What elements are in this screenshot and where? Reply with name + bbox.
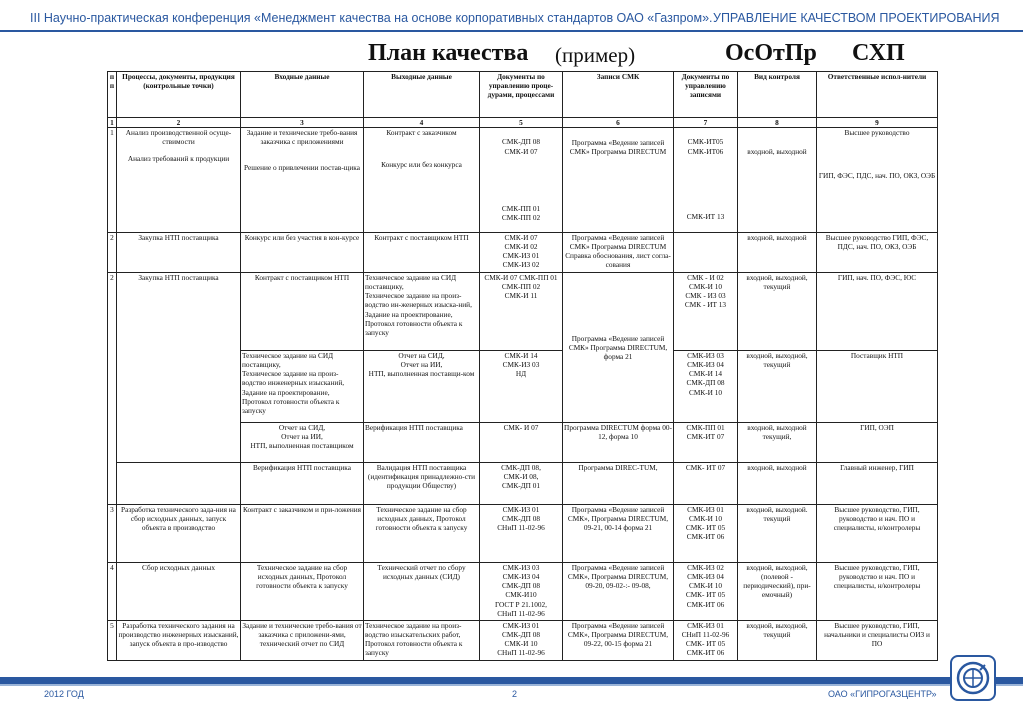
gazprom-logo-icon [952, 657, 994, 699]
docs-cell: СМК-ИЗ 01 СМК-ДП 08 СНиП 11-02-96 [480, 504, 563, 562]
header-resp: Ответственные испол-нители [817, 72, 938, 118]
rec-docs-cell: СМК-ИЗ 03 СМК-ИЗ 04 СМК-И 14 СМК-ДП 08 СМК-И 10 [674, 350, 738, 422]
input-cell: Контракт с заказчиком и при-ложения [241, 504, 364, 562]
table-row [108, 232, 938, 272]
resp-text: ГИП, ФЭС, ПДС, нач. ПО, ОКЗ, ОЭБ [818, 171, 936, 181]
process-cell: Разработка технического задания на производство инженерных изысканий, запуск объекта в про-изводство [117, 620, 241, 660]
control-cell: входной, выходной, текущий [738, 272, 817, 350]
input-cell: Задание и технические требо-вания от заказчика с приложени-ями, технический отчет по СИД [241, 620, 364, 660]
control-cell: входной, выходной, текущий [738, 620, 817, 660]
output-cell: Контракт с поставщиком НТП [364, 232, 480, 272]
resp-cell: Высшее руководство, ГИП, руководство и нач. ПО и специалисты, н/контролеры [817, 504, 938, 562]
table-row [108, 562, 938, 620]
row-number: 3 [108, 504, 117, 562]
output-cell: Верификация НТП поставщика [364, 422, 480, 462]
input-cell: Техническое задание на сбор исходных данных, Протокол готовности объекта к запуску [241, 562, 364, 620]
input-cell: Техническое задание на СИД поставщику, Техническое задание на произ-водство инженерных изысканий, Задание на проектирование, Протокол готовности объекта к запуску [241, 350, 364, 422]
footer-band [0, 677, 1023, 684]
top-bar [0, 0, 1023, 30]
col-num: 1 [108, 118, 117, 128]
row-number: 5 [108, 620, 117, 660]
records-text: Программа «Ведение записей СМК» Программа DIRECTUM [569, 138, 667, 157]
resp-cell: Поставщик НТП [817, 350, 938, 422]
docs-cell: СМК-ИЗ 03 СМК-ИЗ 04 СМК-ДП 08 СМК-И10 ГОСТ Р 21.1002, СНиП 11-02-96 [480, 562, 563, 620]
records-cell: Программа DIREC-TUM, [563, 462, 674, 504]
page-title: План качества [368, 40, 529, 66]
process-cell [117, 128, 241, 233]
row-number: 2 [108, 272, 117, 504]
control-cell: входной, выходной [738, 232, 817, 272]
docs-cell [480, 128, 563, 233]
row-number: 2 [108, 232, 117, 272]
col-num: 9 [817, 118, 938, 128]
header-rec-docs: Документы по управлению записями [674, 72, 738, 118]
table-header-row [108, 72, 938, 118]
docs-text: СМК-ПП 01 СМК-ПП 02 [501, 204, 541, 223]
docs-cell: СМК-И 07 СМК-И 02 СМК-ИЗ 01 СМК-ИЗ 02 [480, 232, 563, 272]
header-process: Процессы, документы, продукция (контрольные точки) [117, 72, 241, 118]
rec-docs-cell: СМК - И 02 СМК-И 10 СМК - ИЗ 03 СМК - ИТ 13 [674, 272, 738, 350]
page-subtitle: (пример) [555, 43, 636, 67]
col-num: 4 [364, 118, 480, 128]
docs-cell: СМК-ДП 08, СМК-И 08, СМК-ДП 01 [480, 462, 563, 504]
resp-cell: Высшее руководство, ГИП, руководство и нач. ПО и специалисты, н/контролеры [817, 562, 938, 620]
col-num: 2 [117, 118, 241, 128]
col-num: 8 [738, 118, 817, 128]
docs-cell: СМК-И 14 СМК-ИЗ 03 НД [480, 350, 563, 422]
resp-cell: ГИП, ОЭП [817, 422, 938, 462]
control-cell: входной, выходной. текущий [738, 504, 817, 562]
records-cell [563, 128, 674, 233]
row-number: 4 [108, 562, 117, 620]
rec-docs-cell [674, 128, 738, 233]
resp-text: Высшее руководство [844, 128, 910, 138]
header-control: Вид контроля [738, 72, 817, 118]
rec-docs-cell: СМК-ПП 01 СМК-ИТ 07 [674, 422, 738, 462]
rec-docs-cell: СМК-ИЗ 02 СМК-ИЗ 04 СМК-И 10 СМК- ИТ 05 СМК-ИТ 06 [674, 562, 738, 620]
output-text: Конкурс или без конкурса [381, 160, 462, 170]
col-num: 6 [563, 118, 674, 128]
col-num: 7 [674, 118, 738, 128]
department-code-2: СХП [852, 40, 905, 66]
docs-cell: СМК- И 07 [480, 422, 563, 462]
docs-text: СМК-ДП 08 СМК-И 07 [501, 137, 541, 156]
header-input: Входные данные [241, 72, 364, 118]
output-text: Контракт с заказчиком [386, 128, 457, 138]
header-divider [0, 30, 1023, 32]
rec-docs-cell [674, 232, 738, 272]
resp-cell: Высшее руководство ГИП, ФЭС, ПДС, нач. ПО, ОКЗ, ОЭБ [817, 232, 938, 272]
control-cell: входной, выходной, (полевой - периодический), при-емочный) [738, 562, 817, 620]
table-row [108, 620, 938, 660]
records-cell: Программа «Ведение записей СМК», Программа DIRECTUM, 09-20, 09-02-:- 09-08, [563, 562, 674, 620]
header-output: Выходные данные [364, 72, 480, 118]
conference-title: III Научно-практическая конференция «Менеджмент качества на основе корпоративных стандартов ОАО «Газпром». [30, 11, 713, 25]
col-num: 5 [480, 118, 563, 128]
process-text: Анализ требований к продукции [127, 153, 230, 163]
output-cell: Техническое задание на произ-водство изыскательских работ, Протокол готовности объекта к запуску [364, 620, 480, 660]
input-text: Решение о привлечении постав-щика [244, 162, 360, 172]
header-pp: пп [108, 72, 117, 118]
footer-year: 2012 ГОД [44, 689, 84, 699]
output-cell: Техническое задание на СИД поставщику, Техническое задание на произ-водство ин-женерных изыска-ний, Задание на проектирование, Протокол готовности объекта к запуску [364, 272, 480, 350]
resp-cell: Высшее руководство, ГИП, начальники и специалисты ОИЗ и ПО [817, 620, 938, 660]
rec-docs-cell: СМК- ИТ 07 [674, 462, 738, 504]
resp-cell: Главный инженер, ГИП [817, 462, 938, 504]
input-cell: Верификация НТП поставщика [241, 462, 364, 504]
control-cell: входной, выходной [738, 462, 817, 504]
footer-band-light [0, 684, 1023, 686]
rec-docs-text: СМК-ИТ 13 [686, 212, 725, 222]
records-cell: Программа «Ведение записей СМК», Программа DIRECTUM, 09-22, 00-15 форма 21 [563, 620, 674, 660]
resp-cell [817, 128, 938, 233]
process-cell: Разработка технического зада-ния на сбор исходных данных, запуск объекта в производство [117, 504, 241, 562]
docs-cell: СМК-ИЗ 01 СМК-ДП 08 СМК-И 10 СНиП 11-02-96 [480, 620, 563, 660]
col-num: 3 [241, 118, 364, 128]
row-number: 1 [108, 128, 117, 233]
output-cell: Техническое задание на сбор исходных данных, Протокол готовности объекта к запуску [364, 504, 480, 562]
process-cell: Закупка НТП поставщика [117, 232, 241, 272]
company-logo [950, 655, 996, 701]
input-text: Задание и технические требо-вания заказчика с приложениями [246, 128, 358, 147]
table-row [108, 462, 938, 504]
department-code-1: ОсОтПр [725, 40, 817, 66]
table-row [108, 272, 938, 350]
resp-cell: ГИП, нач. ПО, ФЭС, ЮС [817, 272, 938, 350]
column-number-row [108, 118, 938, 128]
records-cell: Программа «Ведение записей СМК» Программа DIRECTUM Справка обоснования, лист согла-сования [563, 232, 674, 272]
control-cell: входной, выходной текущий, [738, 422, 817, 462]
output-cell: Отчет на СИД, Отчет на ИИ, НТП, выполненная поставщи-ком [364, 350, 480, 422]
title-row [0, 40, 1023, 70]
input-cell: Конкурс или без участия в кон-курсе [241, 232, 364, 272]
control-cell: входной, выходной, текущий [738, 350, 817, 422]
input-cell: Отчет на СИД, Отчет на ИИ, НТП, выполненная поставщиком [241, 422, 364, 462]
rec-docs-cell: СМК-ИЗ 01 СНиП 11-02-96 СМК- ИТ 05 СМК-ИТ 06 [674, 620, 738, 660]
output-cell: Технический отчет по сбору исходных данных (СИД) [364, 562, 480, 620]
rec-docs-text: СМК-ИТ05 СМК-ИТ06 [687, 137, 724, 156]
output-cell: Валидация НТП поставщика (идентификация принадлежно-сти продукции Обществу) [364, 462, 480, 504]
control-cell [738, 128, 817, 233]
input-cell [241, 128, 364, 233]
page-number: 2 [512, 689, 518, 699]
table-row [108, 128, 938, 233]
records-cell: Программа «Ведение записей СМК» Программа DIRECTUM, форма 21 [563, 272, 674, 422]
records-cell: Программа «Ведение записей СМК», Программа DIRECTUM, 09-21, 00-14 форма 21 [563, 504, 674, 562]
header-docs: Документы по управлению проце-дурами, процессами [480, 72, 563, 118]
process-cell: Сбор исходных данных [117, 562, 241, 620]
section-title: УПРАВЛЕНИЕ КАЧЕСТВОМ ПРОЕКТИРОВАНИЯ [713, 11, 1000, 25]
rec-docs-cell: СМК-ИЗ 01 СМК-И 10 СМК- ИТ 05 СМК-ИТ 06 [674, 504, 738, 562]
header-records: Записи СМК [563, 72, 674, 118]
docs-cell: СМК-И 07 СМК-ПП 01 СМК-ПП 02 СМК-И 11 [480, 272, 563, 350]
table-row [108, 504, 938, 562]
process-cell [117, 462, 241, 504]
process-text: Анализ производственной осуще-ствимости [125, 128, 232, 147]
input-cell: Контракт с поставщиком НТП [241, 272, 364, 350]
output-cell [364, 128, 480, 233]
process-cell: Закупка НТП поставщика [117, 272, 241, 462]
control-text: входной, выходной [747, 147, 807, 157]
quality-plan-table [107, 71, 938, 661]
records-cell: Программа DIRECTUM форма 00-12, форма 10 [563, 422, 674, 462]
footer-company: ОАО «ГИПРОГАЗЦЕНТР» [828, 689, 937, 699]
